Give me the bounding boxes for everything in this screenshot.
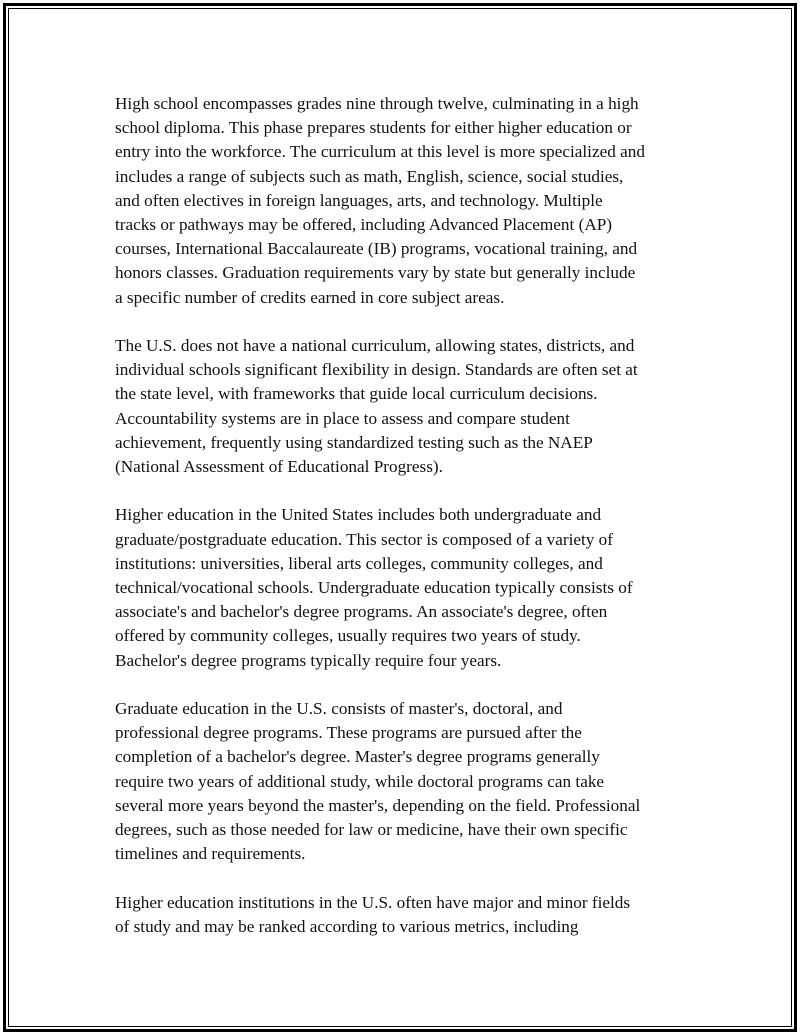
- paragraph-graduate-education: Graduate education in the U.S. consists of master's, doctoral, and professional degree programs. These programs are pursued after the completion of a bachelor's degree. Master's degree programs generally require two years of additional study, while doctoral programs can take several more years beyond the master's, depending on the field. Professional degrees, such as those needed for law or medicine, have their own specific timelines and requirements.: [115, 699, 641, 864]
- paragraph-high-school: High school encompasses grades nine through twelve, culminating in a high school diploma. This phase prepares students for either higher education or entry into the workforce. The curriculum at this level is more specialized and includes a range of subjects such as math, English, science, social studies, and often electives in foreign languages, arts, and technology. Multiple tracks or pathways may be offered, including Advanced Placement (AP) courses, International Baccalaureate (IB) programs, vocational training, and honors classes. Graduation requirements vary by state but generally include a specific number of credits earned in core subject areas.: [115, 94, 645, 307]
- paragraph-institutions: Higher education institutions in the U.S. often have major and minor fields of study and may be ranked according to various metrics, including: [115, 892, 631, 936]
- paragraph-national-curriculum: The U.S. does not have a national curriculum, allowing states, districts, and individual schools significant flexibility in design. Standards are often set at the state level, with frameworks that guide local curriculum decisions. Accountability systems are in place to assess and compare student achievement, frequently using standardized testing such as the NAEP (National Assessment of Educational Progress).: [115, 336, 638, 477]
- paragraph-higher-education: Higher education in the United States includes both undergraduate and graduate/postgraduate education. This sector is composed of a variety of institutions: universities, liberal arts colleges, community colleges, and technical/vocational schools. Undergraduate education typically consists of associate's and bachelor's degree programs. An associate's degree, often offered by community colleges, usually requires two years of study. Bachelor's degree programs typically require four years.: [115, 505, 633, 670]
- document-body: [115, 92, 690, 939]
